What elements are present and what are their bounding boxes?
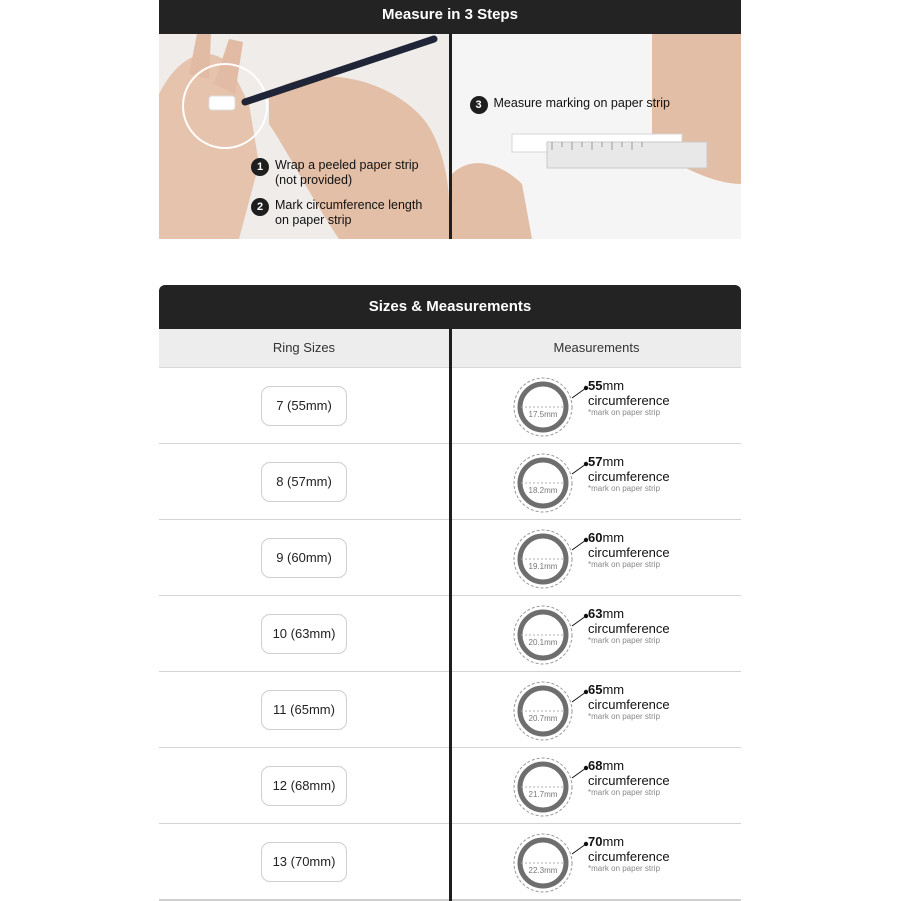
ring-diagram [512,452,574,514]
ring-diameter-label: 18.2mm [528,486,558,495]
ring-size-pill[interactable]: 9 (60mm) [261,538,347,578]
paper-strip-note: *mark on paper strip [588,788,661,797]
ring-size-cell [159,672,449,747]
steps-title: Measure in 3 Steps [382,6,518,23]
column-header-measurements: Measurements [553,340,640,355]
ring-size-pill[interactable]: 11 (65mm) [261,690,347,730]
step-1-text: Wrap a peeled paper strip (not provided) [275,158,419,187]
step-3-text: Measure marking on paper strip [493,96,670,110]
paper-strip-note: *mark on paper strip [588,408,661,417]
circumference-value: 65mm [588,682,625,697]
ring-diameter-label: 20.7mm [528,714,558,723]
ring-icon [512,528,574,590]
sizes-table [159,329,741,901]
step-2-badge: 2 [251,198,269,216]
steps-photos [159,34,741,239]
circumference-value: 60mm [588,530,625,545]
circumference-value: 63mm [588,606,625,621]
measurement-cell [452,368,741,443]
ring-diagram [512,832,574,894]
paper-strip-note: *mark on paper strip [588,712,661,721]
ring-size-cell [159,596,449,671]
column-header-ring-sizes: Ring Sizes [272,340,336,355]
measurement-cell [452,672,741,747]
measurement-text [588,606,670,646]
step-1-badge: 1 [251,158,269,176]
ring-diagram [512,604,574,666]
measurement-text [588,454,670,494]
ring-size-cell [159,520,449,595]
ring-icon [512,452,574,514]
leader-line [570,458,590,478]
ring-icon [512,604,574,666]
circumference-label: circumference [588,697,670,712]
measurement-text [588,530,670,570]
measurement-cell [452,444,741,519]
measurement-cell [452,520,741,595]
ring-size-pill[interactable]: 8 (57mm) [261,462,347,502]
measurement-text [588,834,670,874]
leader-line [570,534,590,554]
ring-diagram [512,680,574,742]
ring-icon [512,376,574,438]
ring-icon [512,756,574,818]
ring-size-cell [159,368,449,443]
photo-divider [449,34,452,239]
sizes-header [159,285,741,329]
leader-line [570,762,590,782]
circumference-value: 55mm [588,378,625,393]
step-3 [470,96,670,114]
ring-size-pill[interactable]: 7 (55mm) [261,386,347,426]
circumference-value: 70mm [588,834,625,849]
step-3-badge: 3 [470,96,488,114]
ring-diameter-label: 17.5mm [528,410,558,419]
ring-diagram [512,756,574,818]
ring-diameter-label: 21.7mm [528,790,558,799]
ring-size-pill[interactable]: 10 (63mm) [261,614,347,654]
ring-icon [512,680,574,742]
ring-diameter-label: 22.3mm [528,866,558,875]
circumference-value: 57mm [588,454,625,469]
circumference-value: 68mm [588,758,625,773]
measurement-text [588,682,670,722]
spacer [159,239,741,285]
ring-icon [512,832,574,894]
measurement-cell [452,596,741,671]
ring-diameter-label: 19.1mm [528,562,558,571]
paper-strip-note: *mark on paper strip [588,864,661,873]
leader-line [570,838,590,858]
paper-strip-note: *mark on paper strip [588,484,661,493]
photo-measure-strip [452,34,742,239]
circumference-label: circumference [588,393,670,408]
circumference-label: circumference [588,849,670,864]
ring-size-pill[interactable]: 12 (68mm) [261,766,347,806]
paper-strip-note: *mark on paper strip [588,560,661,569]
measurement-cell [452,824,741,899]
measurement-text [588,758,670,798]
ring-size-cell [159,824,449,899]
step-1 [251,158,419,188]
ring-size-cell [159,748,449,823]
ring-size-pill[interactable]: 13 (70mm) [261,842,347,882]
steps-header [159,0,741,34]
ring-diagram [512,528,574,590]
ruler-illustration [452,34,742,239]
size-guide [159,0,741,901]
step-2-text: Mark circumference length on paper strip [275,198,423,227]
leader-line [570,610,590,630]
ring-size-cell [159,444,449,519]
circumference-label: circumference [588,545,670,560]
step-2 [251,198,422,228]
leader-line [570,686,590,706]
leader-line [570,382,590,402]
measurement-cell [452,748,741,823]
circumference-label: circumference [588,469,670,484]
circumference-label: circumference [588,621,670,636]
photo-wrap-strip [159,34,449,239]
ring-diameter-label: 20.1mm [528,638,558,647]
measurement-text [588,378,670,418]
sizes-title: Sizes & Measurements [368,298,532,315]
paper-strip-note: *mark on paper strip [588,636,661,645]
ring-diagram [512,376,574,438]
column-divider [449,329,452,901]
circumference-label: circumference [588,773,670,788]
